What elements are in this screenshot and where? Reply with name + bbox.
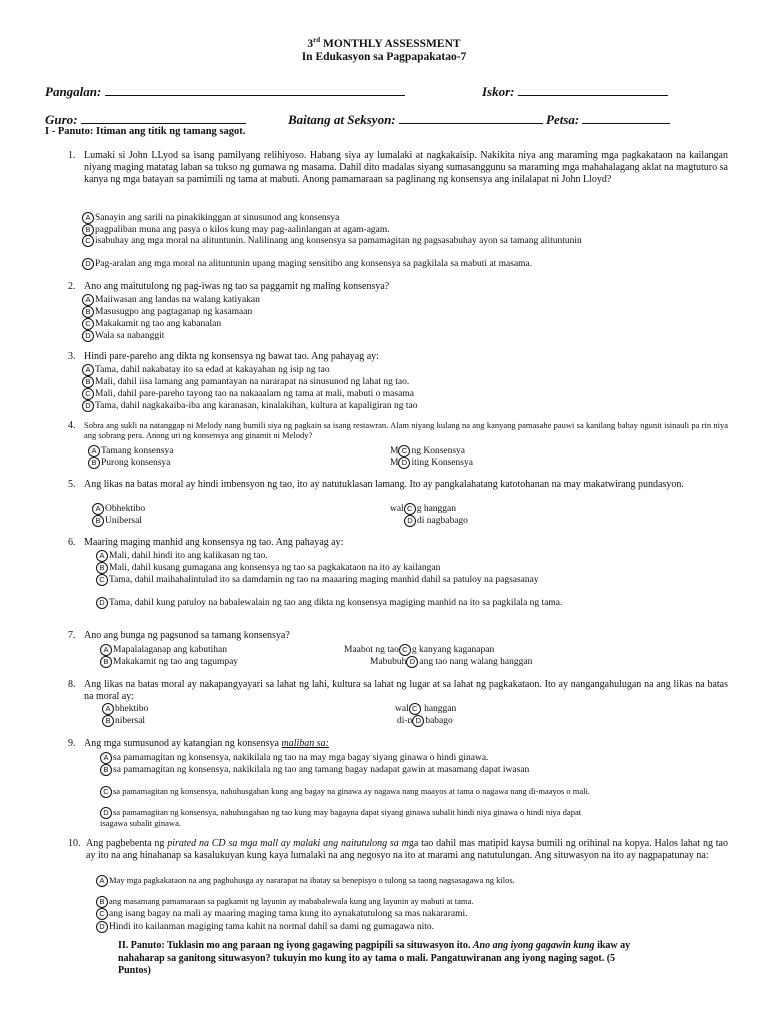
question-number: 4. [68,420,76,431]
option-letter-circle: C [82,235,94,247]
q8-option-b[interactable] [102,715,145,727]
option-text: ang masamang pamamaraan sa pagkamit ng layunin ay mababalewala kung ang layunin ay mabuti at tama. [109,895,474,906]
q5-option-d[interactable] [404,515,468,527]
section-label: Baitang at Seksyon: [288,112,396,127]
question-text: Ang pagbebenta ng [86,838,168,849]
option-letter-circle: A [102,703,114,715]
option-text: Tama, dahil maihahalintulad ito sa damdamin ng tao na maaaring maging manhid dahil sa patuloy na pagsasanay [109,575,539,586]
option-text-prefix: Mabubuh [370,657,407,668]
question-text: Ang mga sumusunod ay katangian ng konsensya [84,738,282,749]
q2-option-a[interactable] [82,294,260,306]
section-field-row [288,112,543,128]
option-letter-circle: D [100,807,112,819]
option-text: Mapalalaganap ang kabutihan [113,645,227,656]
part1-instruction: I - Panuto: Itiman ang titik ng tamang sagot. [45,126,246,137]
score-input-line[interactable] [518,84,668,96]
question-number: 9. [68,738,76,749]
q7-option-a[interactable] [100,644,227,656]
option-text: ng Konsensya [411,446,466,457]
option-text-prefix: M [390,446,399,457]
part2-text: ikaw ay nahaharap sa ganitong situwasyon? tukuyin mo kung ito ay tama o mali. Pangatuwiranan ang iyong naging sagot. (5 Puntos) [118,940,631,976]
page-subtitle: In Edukasyon sa Pagpapakatao-7 [301,51,467,63]
q1-option-c[interactable] [82,235,612,247]
part2-instruction [118,940,638,978]
option-text: Makakamit ng tao ang tagumpay [113,657,239,668]
option-letter-circle: C [96,908,108,920]
option-text: Tama, dahil kung patuloy na babalewalain ng tao ang dikta ng konsensya magiging manhid na ito sa pagkilala ng tama. [109,598,563,609]
option-letter-circle: B [96,562,108,574]
option-letter-circle: C [82,388,94,400]
q2-option-d[interactable] [82,330,164,342]
option-text: Makakamit ng tao ang kabanalan [95,319,222,330]
q9-option-b[interactable] [100,764,600,776]
option-text: Tama, dahil nagkakaiba-iba ang karanasan, kinalakihan, kultura at kapaligiran ng tao [95,401,418,412]
option-letter-circle: B [100,764,112,776]
q8-option-c[interactable] [395,703,456,715]
question-3 [68,351,728,363]
option-letter-circle: C [96,574,108,586]
question-9 [68,738,728,750]
q7-option-c[interactable] [344,644,494,656]
question-text: Hindi pare-pareho ang dikta ng konsensya ng bawat tao. Ang pahayag ay: [84,351,379,362]
option-letter-circle: A [92,503,104,515]
option-letter-circle: D [406,656,418,668]
option-text: sa pamamagitan ng konsensya, nakikilala ng tao na may mga bagay siyang ginawa o hindi ginawa. [113,753,489,764]
q7-option-d[interactable] [370,656,532,668]
q4-option-c[interactable] [390,445,465,457]
option-letter-circle: A [88,445,100,457]
option-text-prefix: M [390,458,399,469]
q10-option-b[interactable] [96,896,473,908]
q1-option-d[interactable] [82,258,582,270]
question-10 [68,838,728,862]
option-text-prefix: di-n [397,716,413,727]
title-text: MONTHLY ASSESSMENT [320,37,461,50]
score-label: Iskor: [482,84,515,99]
option-text: bhektibo [115,704,149,715]
question-4 [68,421,728,440]
option-text: babago [425,716,453,727]
option-text: Mali, dahil pare-pareho tayong tao na nakaaalam ng tama at mali, mabuti o masama [95,389,414,400]
option-text-prefix: wal [395,704,409,715]
question-text: Ang likas na batas moral ay nakapangyayari sa lahat ng lahi, kultura sa lahat ng lugar at sa lahat ng pagkakataon. Ito ay nangangahulugan na ang likas na batas na moral ay: [84,679,728,702]
option-letter-circle: A [82,294,94,306]
option-letter-circle: D [404,515,416,527]
option-letter-circle: B [82,376,94,388]
option-text: Pag-aralan ang mga moral na alituntunin upang maging sensitibo ang konsensya sa pagkilala sa mabuti at masama. [95,259,533,270]
option-letter-circle: D [96,597,108,609]
question-1 [68,150,728,186]
q3-option-c[interactable] [82,388,414,400]
date-input-line[interactable] [582,112,670,124]
teacher-label: Guro [45,112,74,127]
q7-option-b[interactable] [100,656,238,668]
option-text: iting Konsensya [411,458,473,469]
option-letter-circle: D [82,258,94,270]
q5-option-c[interactable] [390,503,456,515]
option-letter-circle: B [92,515,104,527]
option-letter-circle: C [100,786,112,798]
option-text: di nagbabago [417,516,468,527]
option-text: ang tao nang walang hanggan [419,657,533,668]
question-text: Ano ang maitutulong ng pag-iwas ng tao sa paggamit ng maling konsensya? [84,281,390,292]
option-letter-circle: A [96,550,108,562]
question-6 [68,537,728,549]
q6-option-b[interactable] [96,562,440,574]
question-text: Ano ang bunga ng pagsunod sa tamang konsensya? [84,630,290,641]
option-letter-circle: A [82,212,94,224]
option-text: Maiiwasan ang landas na walang katiyakan [95,295,260,306]
option-text: Wala sa nabanggit [95,331,165,342]
option-letter-circle: C [409,703,421,715]
option-letter-circle: C [398,445,410,457]
question-emphasis: maliban sa: [281,738,329,749]
q2-option-b[interactable] [82,306,252,318]
option-text: sa pamamagitan ng konsensya, nahuhusgahan ng tao kung may bagayna dapat siyang ginawa subalit hindi niya ginawa o hindi niya dapat isagawa subalit ginawa. [100,806,582,828]
q9-option-d[interactable] [100,807,595,829]
q8-option-d[interactable] [397,715,453,727]
option-letter-circle: D [96,921,108,933]
option-letter-circle: A [100,644,112,656]
q5-option-a[interactable] [92,503,145,515]
option-text: pagpaliban muna ang pasya o kilos kung may pag-aalinlangan at agam-agam. [95,225,390,236]
q9-option-c[interactable] [100,786,595,798]
question-number: 5. [68,479,76,490]
teacher-colon: : [73,112,78,127]
question-number: 10. [68,838,81,849]
q2-option-c[interactable] [82,318,221,330]
option-letter-circle: B [88,457,100,469]
option-text: Tama, dahil nakabatay ito sa edad at kakayahan ng isip ng tao [95,365,330,376]
option-text: sa pamamagitan ng konsensya, nahuhusgahan kung ang bagay na ginawa ay nagawa nang maayos at tama o nagawa nang di-maayos o mali. [113,785,591,796]
q6-option-d[interactable] [96,597,606,609]
question-2 [68,281,728,293]
part2-emphasis: Ano ang iyong gagawin kung [472,940,595,951]
option-text: Obhektibo [105,504,146,515]
question-number: 3. [68,351,76,362]
name-label: Pangalan: [45,84,102,99]
question-number: 2. [68,281,76,292]
q3-option-a[interactable] [82,364,330,376]
score-field-row [482,84,668,100]
option-text: Purong konsensya [101,458,171,469]
question-8 [68,679,728,703]
option-text-prefix: wal [390,504,404,515]
teacher-input-line[interactable] [81,112,246,124]
q3-option-d[interactable] [82,400,417,412]
q1-option-a[interactable] [82,212,339,224]
q10-option-c[interactable] [96,908,468,920]
page-title [0,36,768,50]
option-letter-circle: B [102,715,114,727]
q6-option-c[interactable] [96,574,606,586]
option-text: Unibersal [105,516,142,527]
section-input-line[interactable] [399,112,543,124]
option-letter-circle: B [82,306,94,318]
option-text: Mali, dahil hindi ito ang kalikasan ng tao. [109,551,268,562]
option-letter-circle: D [398,457,410,469]
name-field-row [45,84,405,100]
option-text: g kanyang kaganapan [411,645,495,656]
question-number: 6. [68,537,76,548]
q4-option-b[interactable] [88,457,170,469]
option-text: Tamang konsensya [101,446,174,457]
option-letter-circle: B [82,224,94,236]
question-number: 1. [68,150,76,161]
date-label: Petsa: [546,112,580,127]
option-letter-circle: D [412,715,424,727]
question-5 [68,479,728,491]
title-ordinal: 3 [307,37,314,50]
option-text-prefix: Maabot ng tao [344,645,399,656]
q10-option-d[interactable] [96,921,434,933]
option-text: Hindi ito kailanman magiging tama kahit na normal dahil sa dami ng gumagawa nito. [109,922,435,933]
option-text: Masusugpo ang pagtaganap ng kasamaan [95,307,253,318]
title-superscript: rd [313,36,321,44]
option-letter-circle: B [100,656,112,668]
option-text: Mali, dahil iisa lamang ang pamantayan na nararapat na sinusunod ng lahat ng tao. [95,377,410,388]
question-text-continued: ga tao dahil mas matipid kaysa bumili ng orihinal na kopya. Halos lahat ng tao ay ito na ang hinahanap sa kasalukuyan kung kaya lumalaki na ang negosyo na ito at marami ang natutulungan. Ang situwasyon na ito ay nagpapatunay na: [86,838,728,861]
option-letter-circle: A [96,875,108,887]
option-text: g hanggan [416,504,457,515]
q4-option-d[interactable] [390,457,473,469]
option-letter-circle: C [82,318,94,330]
option-letter-circle: A [100,752,112,764]
option-letter-circle: B [96,896,108,908]
q8-option-a[interactable] [102,703,148,715]
option-text: ang isang bagay na mali ay maaring maging tama kung ito aynakatutulong sa mas nakararami. [109,909,468,920]
option-letter-circle: A [82,364,94,376]
option-letter-circle: C [399,644,411,656]
q6-option-a[interactable] [96,550,268,562]
option-letter-circle: D [82,400,94,412]
date-field-row [546,112,670,128]
option-text: Mali, dahil kusang gumagana ang konsensya ng tao sa pagkakataon na ito ay kailangan [109,563,441,574]
name-input-line[interactable] [105,84,405,96]
q4-option-a[interactable] [88,445,173,457]
option-text: May mga pagkakataon na ang paghuhusga ay nararapat na ibatay sa benepisyo o tulong sa taong nagsasagawa ng kilos. [109,874,515,885]
q9-option-a[interactable] [100,752,488,764]
question-number: 7. [68,630,76,641]
question-text: Sobra ang sukli na natanggap ni Melody nang bumili siya ng pagkain sa isang restawran. Alam niyang kulang na ang kanyang pamasahe pauwi sa kanilang bahay ngunit isinauli pa rin niya ang sobrang pera. Anong uri ng konsensya ang ginamit ni Melody? [84,420,728,440]
question-7 [68,630,728,642]
option-text: isabuhay ang mga moral na alituntunin. Nalilinang ang konsensya sa pamamagitan ng pagsasabuhay ayon sa tamang alituntunin [95,236,582,247]
option-text: hanggan [421,704,457,715]
question-number: 8. [68,679,76,690]
question-emphasis: pirated na CD sa mga mall ay malaki ang naitutulong sa m [167,838,409,849]
option-text: Sanayin ang sarili na pinakikinggan at sinusunod ang konsensya [95,213,340,224]
option-letter-circle: D [82,330,94,342]
question-text: Lumaki si John LLyod sa isang pamilyang relihiyoso. Habang siya ay lumalaki at nagkakaisip. Nakikita niya ang maraming mga pagkakataon na kailangan niyang maging matatag laban sa tukso ng gumawa ng masama. Dahil dito madalas siyang sumasanggunu sa maraming mga mahahalagang aklat na magtuturo sa kanya ng mga batayan sa pamimili ng tama at mabuti. Anong pamamaraan sa paglinang ng konsensya ang inilalapat ni John Lloyd? [84,150,728,185]
option-text: sa pamamagitan ng konsensya, nakikilala ng tao ang tamang bagay nadapat gawin at masamang dapat iwasan [113,765,530,776]
question-text: Maaring maging manhid ang konsensya ng tao. Ang pahayag ay: [84,537,344,548]
q3-option-b[interactable] [82,376,409,388]
option-letter-circle: C [404,503,416,515]
option-text: nibersal [115,716,146,727]
q5-option-b[interactable] [92,515,142,527]
q10-option-a[interactable] [96,875,566,887]
part2-label: II. Panuto: Tuklasin mo ang paraan ng iyong gagawing pagpipili sa situwasyon ito. [118,940,473,951]
question-text: Ang likas na batas moral ay hindi imbensyon ng tao, ito ay natutuklasan lamang. Ito ay pangkalahatang katotohanan na may makatwirang pundasyon. [84,479,684,490]
